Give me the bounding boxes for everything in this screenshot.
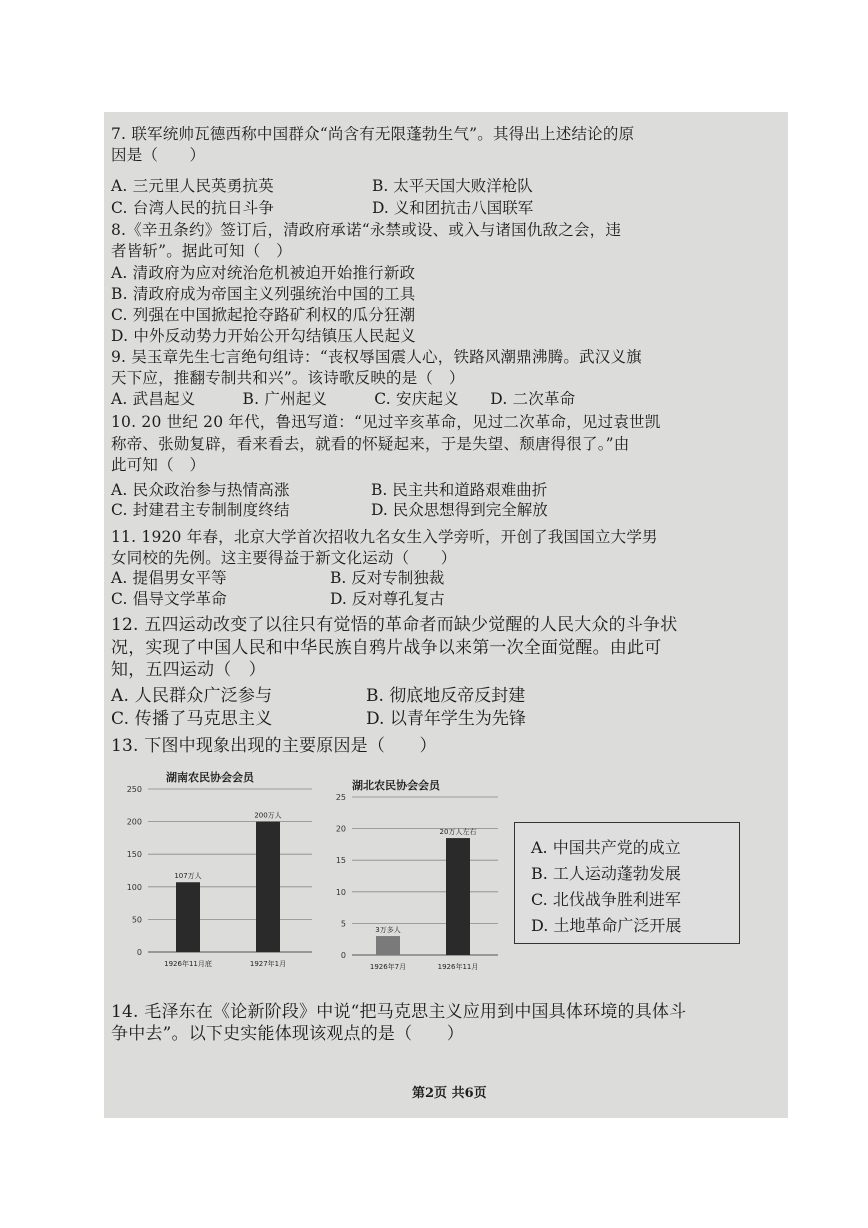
data-label: 200万人 (254, 811, 282, 820)
text-line: 因是（ ） (111, 146, 206, 164)
category-label: 1927年1月 (249, 960, 287, 968)
y-tick-label: 200 (126, 817, 142, 827)
data-label: 3万多人 (375, 926, 401, 935)
y-tick-label: 250 (126, 785, 142, 794)
text-line: C. 列强在中国掀起抢夺路矿利权的瓜分狂潮 (111, 306, 416, 324)
text-line: B. 清政府成为帝国主义列强统治中国的工具 (111, 285, 416, 303)
hubei-chart-title: 湖北农民协会会员 (352, 779, 440, 792)
text-line: 12. 五四运动改变了以往只有觉悟的革命者而缺少觉醒的人民大众的斗争状 (111, 615, 678, 635)
text-line: A. 清政府为应对统治危机被迫开始推行新政 (111, 264, 416, 282)
category-label: 1926年11月底 (164, 960, 212, 968)
option-right: D. 以青年学生为先锋 (366, 709, 526, 729)
data-label: 107万人 (174, 872, 202, 881)
text-line: 8.《辛丑条约》签订后，清政府承诺“永禁或设、或入与诸国仇敌之会，违 (111, 221, 622, 239)
option-right: B. 民主共和道路艰难曲折 (371, 481, 548, 499)
data-label: 20万人左右 (439, 828, 477, 837)
text-line: C. 传播了马克思主义 (111, 709, 273, 729)
option-right: B. 太平天国大败洋枪队 (372, 177, 533, 195)
q13-options-box (514, 822, 740, 944)
hubei-chart (318, 765, 513, 980)
text-line: 知，五四运动（ ） (111, 660, 266, 680)
category-label: 1926年11月 (437, 963, 479, 971)
bar (176, 882, 200, 952)
text-line: 7. 联军统帅瓦德西称中国群众“尚含有无限蓬勃生气”。其得出上述结论的原 (111, 125, 635, 143)
q13-option-b: B. 工人运动蓬勃发展 (531, 864, 681, 883)
text-line: A. 人民群众广泛参与 (111, 686, 273, 706)
y-tick-label: 0 (136, 948, 142, 957)
q13-option-a: A. 中国共产党的成立 (531, 838, 681, 857)
option-right: B. 反对专制独裁 (330, 569, 445, 587)
text-line: 称帝、张勋复辟，看来看去，就看的怀疑起来，于是失望、颓唐得很了。”由 (111, 435, 630, 453)
text-line: A. 武昌起义 B. 广州起义 C. 安庆起义 D. 二次革命 (111, 390, 576, 408)
text-line: 13. 下图中现象出现的主要原因是（ ） (111, 736, 437, 756)
q13-option-c: C. 北伐战争胜利进军 (531, 890, 681, 909)
q13-option-d: D. 土地革命广泛开展 (531, 916, 682, 935)
text-line: 11. 1920 年春，北京大学首次招收九名女生入学旁听，开创了我国国立大学男 (111, 528, 658, 546)
y-tick-label: 50 (131, 915, 142, 925)
y-tick-label: 20 (335, 824, 346, 834)
bar (376, 936, 400, 955)
text-line: D. 中外反动势力开始公开勾结镇压人民起义 (111, 327, 416, 345)
option-right: D. 反对尊孔复古 (330, 590, 445, 608)
y-tick-label: 25 (335, 793, 346, 802)
text-line: 9. 吴玉章先生七言绝句组诗：“丧权辱国震人心，铁路风潮鼎沸腾。武汉义旗 (111, 348, 642, 366)
text-line: 此可知（ ） (111, 456, 206, 474)
y-tick-label: 150 (126, 850, 142, 860)
text-line: 天下应，推翻专制共和兴”。该诗歌反映的是（ ） (111, 369, 465, 387)
hunan-chart (120, 765, 315, 980)
text-line: C. 封建君主专制制度终结 (111, 501, 290, 519)
y-tick-label: 0 (340, 951, 346, 960)
option-right: B. 彻底地反帝反封建 (366, 686, 526, 706)
y-tick-label: 10 (335, 887, 346, 897)
text-line: A. 民众政治参与热情高涨 (111, 481, 290, 499)
bar (446, 838, 470, 955)
hunan-chart-svg (120, 765, 315, 980)
hubei-chart-svg (318, 765, 513, 980)
text-line: 者皆斩”。据此可知（ ） (111, 242, 292, 260)
y-tick-label: 15 (335, 856, 346, 866)
option-right: D. 义和团抗击八国联军 (372, 199, 534, 217)
text-line: A. 提倡男女平等 (111, 569, 227, 587)
text-line: 10. 20 世纪 20 年代，鲁迅写道：“见过辛亥革命，见过二次革命，见过袁世凯 (111, 413, 661, 431)
text-line: 14. 毛泽东在《论新阶段》中说“把马克思主义应用到中国具体环境的具体斗 (111, 1002, 687, 1022)
category-label: 1926年7月 (369, 963, 407, 971)
text-line: 况，实现了中国人民和中华民族自鸦片战争以来第一次全面觉醒。由此可 (111, 638, 662, 658)
text-line: C. 台湾人民的抗日斗争 (111, 199, 275, 217)
text-line: 争中去”。以下史实能体现该观点的是（ ） (111, 1024, 464, 1044)
text-line: 女同校的先例。这主要得益于新文化运动（ ） (111, 549, 457, 567)
bar (256, 822, 280, 952)
text-line: C. 倡导文学革命 (111, 590, 227, 608)
y-tick-label: 100 (126, 882, 142, 892)
page-footer: 第2页 共6页 (412, 1086, 487, 1101)
text-line: A. 三元里人民英勇抗英 (111, 177, 274, 195)
y-tick-label: 5 (340, 919, 346, 929)
option-right: D. 民众思想得到完全解放 (371, 501, 548, 519)
hunan-chart-title: 湖南农民协会会员 (166, 771, 254, 784)
